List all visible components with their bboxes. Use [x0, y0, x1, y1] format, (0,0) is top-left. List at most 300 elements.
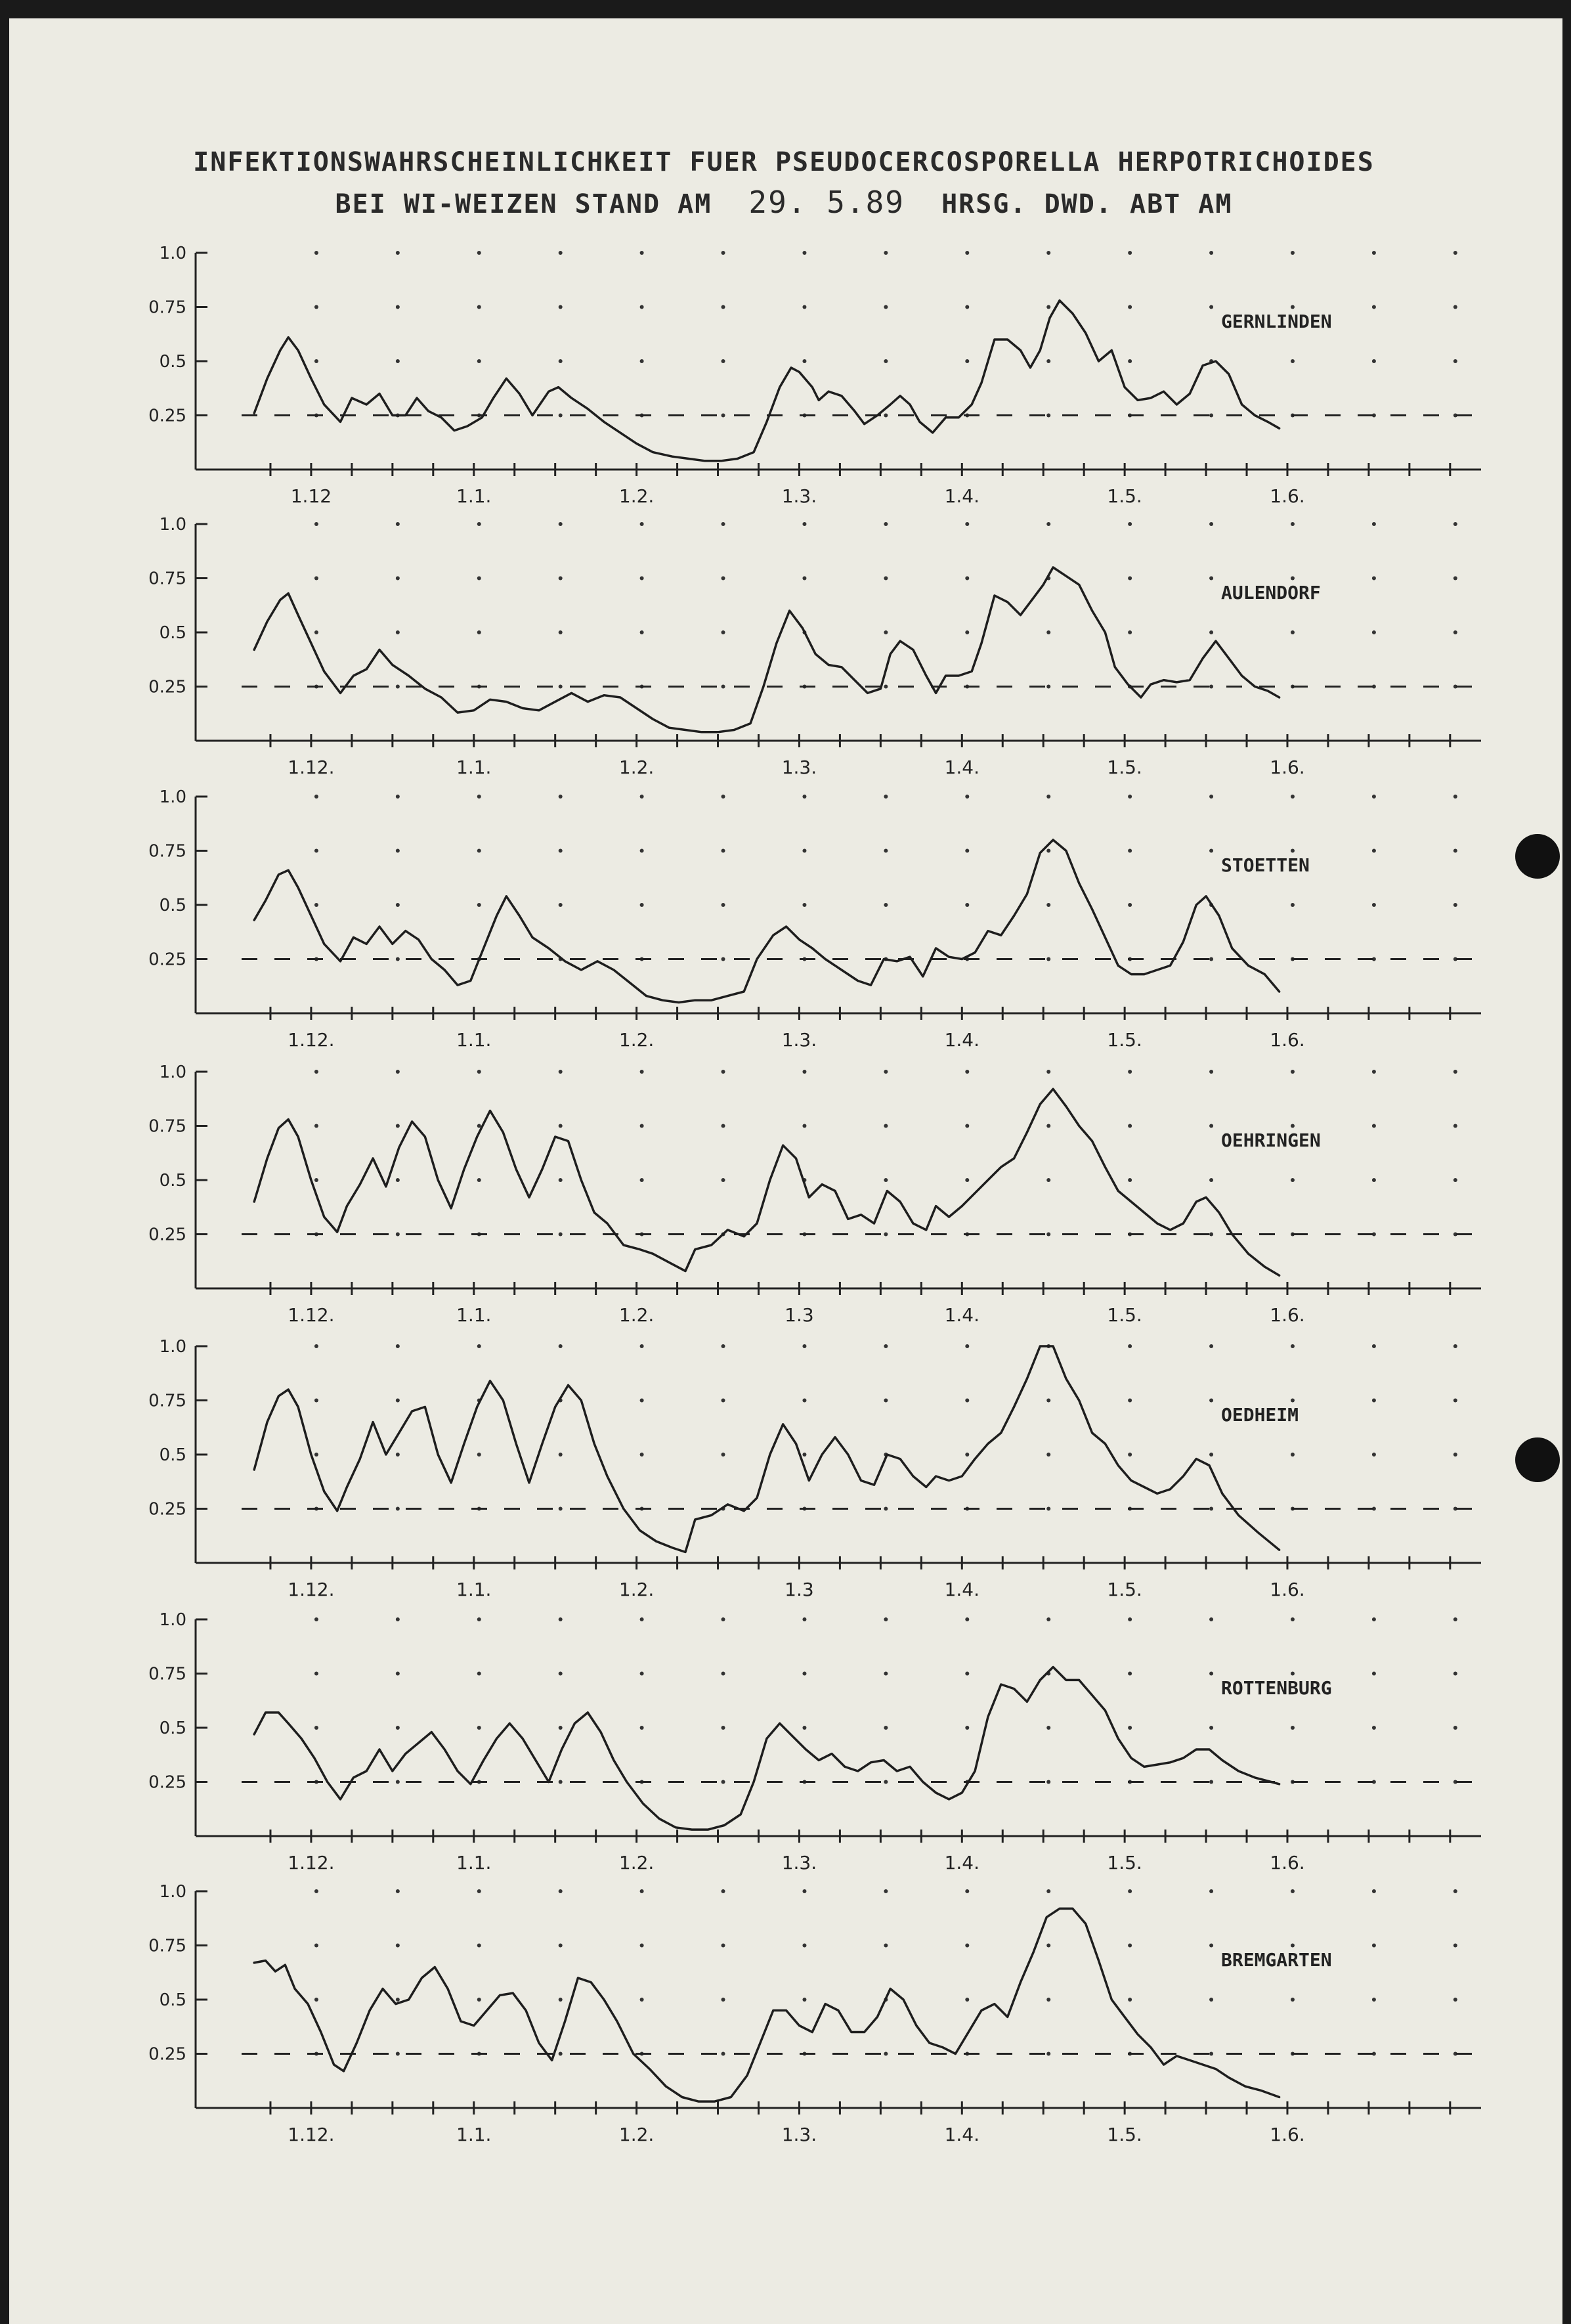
x-tick-label: 1.1.	[456, 1304, 492, 1326]
grid-dot	[802, 251, 806, 255]
grid-dot	[1209, 1178, 1213, 1182]
grid-dot	[1372, 1070, 1376, 1074]
grid-dot	[1046, 1944, 1050, 1948]
y-tick-label: 0.75	[148, 1116, 186, 1137]
grid-dot	[802, 849, 806, 853]
grid-dot	[559, 903, 563, 907]
grid-dot	[1209, 1233, 1213, 1237]
grid-dot	[640, 1178, 644, 1182]
grid-dot	[396, 630, 400, 634]
x-tick-label: 1.12.	[288, 2124, 335, 2145]
y-tick-label: 0.75	[148, 1936, 186, 1956]
grid-dot	[721, 1889, 725, 1893]
grid-dot	[802, 522, 806, 526]
x-tick-label: 1.1.	[456, 1852, 492, 1874]
grid-dot	[1453, 1617, 1457, 1621]
grid-dot	[802, 1672, 806, 1676]
x-tick-label: 1.1.	[456, 1029, 492, 1051]
grid-dot	[1372, 1617, 1376, 1621]
grid-dot	[314, 903, 318, 907]
grid-dot	[559, 522, 563, 526]
x-tick-label: 1.6.	[1270, 1304, 1305, 1326]
grid-dot	[477, 1124, 481, 1128]
x-tick-label: 1.3	[785, 1579, 814, 1600]
chart-title-line1: INFEKTIONSWAHRSCHEINLICHKEIT FUER PSEUDOCERCOSPORELLA HERPOTRICHOIDES	[193, 147, 1375, 177]
grid-dot	[1046, 305, 1050, 309]
grid-dot	[1209, 2052, 1213, 2056]
grid-dot	[1453, 522, 1457, 526]
x-tick-label: 1.4.	[944, 1852, 980, 1874]
grid-dot	[396, 903, 400, 907]
x-tick-label: 1.1.	[456, 756, 492, 778]
grid-dot	[1372, 1178, 1376, 1182]
panel-rottenburg	[148, 1610, 1481, 1874]
grid-dot	[396, 359, 400, 363]
grid-dot	[314, 1944, 318, 1948]
grid-dot	[802, 1889, 806, 1893]
chart-title-line2	[335, 185, 1233, 220]
grid-dot	[1291, 522, 1295, 526]
grid-dot	[802, 1070, 806, 1074]
grid-dot	[396, 1178, 400, 1182]
grid-dot	[1372, 305, 1376, 309]
grid-dot	[559, 685, 563, 689]
grid-dot	[1453, 1453, 1457, 1457]
grid-dot	[1291, 1672, 1295, 1676]
grid-dot	[884, 1780, 888, 1784]
grid-dot	[559, 1507, 563, 1511]
grid-dot	[1128, 305, 1132, 309]
grid-dot	[1046, 903, 1050, 907]
grid-dot	[721, 957, 725, 961]
grid-dot	[314, 630, 318, 634]
grid-dot	[965, 1070, 969, 1074]
grid-dot	[884, 849, 888, 853]
grid-dot	[884, 795, 888, 799]
title-date: 29. 5.89	[748, 185, 905, 220]
grid-dot	[1209, 1889, 1213, 1893]
y-tick-label: 0.25	[148, 1772, 186, 1793]
x-tick-label: 1.4.	[944, 1304, 980, 1326]
grid-dot	[1128, 522, 1132, 526]
x-tick-label: 1.1.	[456, 485, 492, 507]
grid-dot	[965, 1944, 969, 1948]
grid-dot	[884, 1178, 888, 1182]
x-tick-label: 1.2.	[618, 485, 655, 507]
title-block	[193, 147, 1375, 220]
grid-dot	[1046, 1124, 1050, 1128]
x-tick-label: 1.5.	[1107, 485, 1142, 507]
grid-dot	[396, 1889, 400, 1893]
grid-dot	[884, 2052, 888, 2056]
grid-dot	[1453, 1344, 1457, 1348]
grid-dot	[884, 1124, 888, 1128]
x-tick-label: 1.3.	[781, 1852, 817, 1874]
grid-dot	[1453, 1998, 1457, 2002]
x-tick-label: 1.5.	[1107, 2124, 1142, 2145]
x-tick-label: 1.6.	[1270, 2124, 1305, 2145]
grid-dot	[1291, 305, 1295, 309]
grid-dot	[884, 577, 888, 581]
grid-dot	[559, 1617, 563, 1621]
grid-dot	[1453, 1726, 1457, 1730]
grid-dot	[884, 251, 888, 255]
grid-dot	[1046, 1617, 1050, 1621]
grid-dot	[1046, 1726, 1050, 1730]
x-tick-label: 1.5.	[1107, 1304, 1142, 1326]
grid-dot	[884, 1726, 888, 1730]
grid-dot	[884, 414, 888, 418]
grid-dot	[884, 1233, 888, 1237]
grid-dot	[477, 1998, 481, 2002]
grid-dot	[640, 903, 644, 907]
y-tick-label: 0.25	[148, 2044, 186, 2065]
grid-dot	[559, 795, 563, 799]
grid-dot	[559, 630, 563, 634]
station-label: ROTTENBURG	[1221, 1677, 1332, 1699]
grid-dot	[1372, 1998, 1376, 2002]
grid-dot	[721, 1617, 725, 1621]
grid-dot	[1046, 1889, 1050, 1893]
grid-dot	[802, 577, 806, 581]
grid-dot	[965, 1672, 969, 1676]
series-line-stoetten	[254, 840, 1279, 1003]
grid-dot	[1291, 1178, 1295, 1182]
grid-dot	[1291, 359, 1295, 363]
grid-dot	[1453, 630, 1457, 634]
grid-dot	[640, 522, 644, 526]
grid-dot	[1372, 1399, 1376, 1403]
grid-dot	[314, 522, 318, 526]
grid-dot	[396, 1399, 400, 1403]
grid-dot	[1372, 359, 1376, 363]
grid-dot	[965, 1178, 969, 1182]
grid-dot	[1046, 1070, 1050, 1074]
grid-dot	[1046, 1998, 1050, 2002]
grid-dot	[477, 577, 481, 581]
grid-dot	[396, 522, 400, 526]
grid-dot	[396, 251, 400, 255]
grid-dot	[1291, 849, 1295, 853]
grid-dot	[965, 849, 969, 853]
grid-dot	[1209, 1944, 1213, 1948]
y-tick-label: 1.0	[159, 515, 186, 535]
grid-dot	[1453, 1178, 1457, 1182]
grid-dot	[477, 522, 481, 526]
grid-dot	[1372, 522, 1376, 526]
grid-dot	[1209, 1672, 1213, 1676]
grid-dot	[559, 1889, 563, 1893]
grid-dot	[477, 251, 481, 255]
series-line-rottenburg	[254, 1667, 1279, 1830]
grid-dot	[1128, 1889, 1132, 1893]
grid-dot	[721, 1998, 725, 2002]
y-tick-label: 0.75	[148, 841, 186, 862]
grid-dot	[721, 305, 725, 309]
grid-dot	[1209, 1998, 1213, 2002]
grid-dot	[314, 1070, 318, 1074]
grid-dot	[1372, 577, 1376, 581]
series-line-oedheim	[254, 1346, 1279, 1552]
x-tick-label: 1.3.	[781, 756, 817, 778]
grid-dot	[1209, 957, 1213, 961]
grid-dot	[640, 1672, 644, 1676]
grid-dot	[1128, 251, 1132, 255]
grid-dot	[1291, 903, 1295, 907]
grid-dot	[559, 1344, 563, 1348]
grid-dot	[884, 685, 888, 689]
grid-dot	[1209, 251, 1213, 255]
grid-dot	[802, 903, 806, 907]
grid-dot	[965, 522, 969, 526]
grid-dot	[1372, 1124, 1376, 1128]
grid-dot	[1291, 1617, 1295, 1621]
grid-dot	[640, 1070, 644, 1074]
grid-dot	[396, 2052, 400, 2056]
x-tick-label: 1.6.	[1270, 1579, 1305, 1600]
grid-dot	[1128, 1453, 1132, 1457]
grid-dot	[1291, 251, 1295, 255]
x-tick-label: 1.6.	[1270, 1029, 1305, 1051]
grid-dot	[1209, 1344, 1213, 1348]
grid-dot	[721, 1178, 725, 1182]
punch-hole-bottom	[1515, 1437, 1560, 1482]
x-tick-label: 1.6.	[1270, 485, 1305, 507]
x-tick-label: 1.3.	[781, 2124, 817, 2145]
grid-dot	[1209, 1124, 1213, 1128]
grid-dot	[1291, 1124, 1295, 1128]
y-tick-label: 0.5	[159, 352, 186, 372]
grid-dot	[1453, 903, 1457, 907]
grid-dot	[640, 1889, 644, 1893]
x-tick-label: 1.12.	[288, 756, 335, 778]
grid-dot	[1291, 1998, 1295, 2002]
grid-dot	[477, 1617, 481, 1621]
grid-dot	[396, 1233, 400, 1237]
grid-dot	[884, 903, 888, 907]
grid-dot	[1453, 1944, 1457, 1948]
grid-dot	[721, 1070, 725, 1074]
station-label: OEDHEIM	[1221, 1404, 1299, 1426]
grid-dot	[1209, 1453, 1213, 1457]
grid-dot	[477, 1889, 481, 1893]
grid-dot	[965, 305, 969, 309]
grid-dot	[1209, 1507, 1213, 1511]
grid-dot	[965, 1726, 969, 1730]
grid-dot	[477, 1672, 481, 1676]
grid-dot	[884, 1617, 888, 1621]
x-tick-label: 1.12	[290, 485, 332, 507]
grid-dot	[477, 305, 481, 309]
grid-dot	[884, 1672, 888, 1676]
grid-dot	[559, 1998, 563, 2002]
grid-dot	[559, 1233, 563, 1237]
grid-dot	[965, 1399, 969, 1403]
x-tick-label: 1.2.	[618, 1304, 655, 1326]
x-tick-label: 1.2.	[618, 756, 655, 778]
grid-dot	[965, 251, 969, 255]
panel-aulendorf	[148, 515, 1481, 778]
grid-dot	[477, 1726, 481, 1730]
grid-dot	[1453, 1124, 1457, 1128]
grid-dot	[314, 251, 318, 255]
grid-dot	[640, 795, 644, 799]
grid-dot	[477, 1944, 481, 1948]
grid-dot	[314, 305, 318, 309]
grid-dot	[314, 359, 318, 363]
grid-dot	[1128, 577, 1132, 581]
grid-dot	[559, 2052, 563, 2056]
grid-dot	[1046, 359, 1050, 363]
grid-dot	[1128, 1726, 1132, 1730]
grid-dot	[1209, 414, 1213, 418]
grid-dot	[559, 577, 563, 581]
grid-dot	[477, 1070, 481, 1074]
grid-dot	[640, 359, 644, 363]
grid-dot	[640, 1944, 644, 1948]
grid-dot	[559, 1780, 563, 1784]
grid-dot	[1128, 1617, 1132, 1621]
x-tick-label: 1.6.	[1270, 756, 1305, 778]
grid-dot	[314, 1726, 318, 1730]
grid-dot	[802, 1453, 806, 1457]
grid-dot	[802, 1944, 806, 1948]
grid-dot	[559, 1178, 563, 1182]
grid-dot	[1372, 849, 1376, 853]
grid-dot	[1291, 1889, 1295, 1893]
grid-dot	[559, 1944, 563, 1948]
y-tick-label: 0.75	[148, 297, 186, 318]
y-tick-label: 0.75	[148, 569, 186, 589]
x-tick-label: 1.2.	[618, 2124, 655, 2145]
grid-dot	[884, 522, 888, 526]
series-line-bremgarten	[254, 1908, 1279, 2101]
grid-dot	[559, 1124, 563, 1128]
grid-dot	[721, 251, 725, 255]
x-tick-label: 1.3.	[781, 485, 817, 507]
grid-dot	[640, 305, 644, 309]
grid-dot	[1046, 957, 1050, 961]
grid-dot	[314, 1672, 318, 1676]
station-label: GERNLINDEN	[1221, 311, 1332, 332]
grid-dot	[396, 1124, 400, 1128]
grid-dot	[1453, 1399, 1457, 1403]
grid-dot	[640, 849, 644, 853]
x-tick-label: 1.3.	[781, 1029, 817, 1051]
y-tick-label: 0.5	[159, 896, 186, 915]
y-tick-label: 0.25	[148, 406, 186, 426]
grid-dot	[559, 1726, 563, 1730]
y-tick-label: 1.0	[159, 244, 186, 263]
grid-dot	[1128, 849, 1132, 853]
grid-dot	[396, 795, 400, 799]
grid-dot	[1372, 1344, 1376, 1348]
x-tick-label: 1.2.	[618, 1029, 655, 1051]
grid-dot	[1372, 1453, 1376, 1457]
grid-dot	[965, 630, 969, 634]
x-tick-label: 1.2.	[618, 1579, 655, 1600]
y-tick-label: 0.5	[159, 1171, 186, 1191]
grid-dot	[1046, 251, 1050, 255]
x-tick-label: 1.5.	[1107, 1852, 1142, 1874]
y-tick-label: 0.5	[159, 1719, 186, 1738]
grid-dot	[314, 849, 318, 853]
grid-dot	[965, 903, 969, 907]
chart-figure	[9, 18, 1562, 2324]
grid-dot	[1209, 795, 1213, 799]
x-tick-label: 1.3	[785, 1304, 814, 1326]
panel-bremgarten	[148, 1882, 1481, 2145]
grid-dot	[396, 1780, 400, 1784]
grid-dot	[1046, 795, 1050, 799]
grid-dot	[884, 1344, 888, 1348]
grid-dot	[559, 414, 563, 418]
grid-dot	[721, 414, 725, 418]
panel-stoetten	[148, 787, 1481, 1051]
grid-dot	[802, 1344, 806, 1348]
grid-dot	[640, 577, 644, 581]
grid-dot	[1372, 795, 1376, 799]
x-tick-label: 1.6.	[1270, 1852, 1305, 1874]
grid-dot	[1453, 1889, 1457, 1893]
grid-dot	[314, 1998, 318, 2002]
grid-dot	[396, 305, 400, 309]
grid-dot	[1046, 1233, 1050, 1237]
grid-dot	[802, 795, 806, 799]
grid-dot	[314, 577, 318, 581]
x-tick-label: 1.12.	[288, 1304, 335, 1326]
grid-dot	[884, 1507, 888, 1511]
station-label: STOETTEN	[1221, 854, 1310, 876]
grid-dot	[477, 630, 481, 634]
grid-dot	[1128, 903, 1132, 907]
y-tick-label: 1.0	[159, 1610, 186, 1630]
grid-dot	[1046, 414, 1050, 418]
grid-dot	[1372, 630, 1376, 634]
grid-dot	[884, 1399, 888, 1403]
grid-dot	[396, 1344, 400, 1348]
grid-dot	[965, 1889, 969, 1893]
grid-dot	[314, 1617, 318, 1621]
grid-dot	[1128, 1124, 1132, 1128]
series-line-aulendorf	[254, 567, 1279, 732]
grid-dot	[396, 957, 400, 961]
grid-dot	[884, 1889, 888, 1893]
grid-dot	[1209, 1399, 1213, 1403]
series-line-gernlinden	[254, 301, 1279, 461]
x-tick-label: 1.1.	[456, 1579, 492, 1600]
grid-dot	[721, 1453, 725, 1457]
grid-dot	[721, 1726, 725, 1730]
y-tick-label: 0.5	[159, 1445, 186, 1465]
station-label: AULENDORF	[1221, 582, 1321, 603]
y-tick-label: 1.0	[159, 1337, 186, 1357]
y-tick-label: 0.25	[148, 677, 186, 697]
grid-dot	[884, 1070, 888, 1074]
grid-dot	[1046, 2052, 1050, 2056]
grid-dot	[1209, 1780, 1213, 1784]
grid-dot	[1209, 1617, 1213, 1621]
grid-dot	[1291, 1726, 1295, 1730]
y-tick-label: 0.5	[159, 623, 186, 643]
grid-dot	[1209, 1070, 1213, 1074]
grid-dot	[1291, 1399, 1295, 1403]
grid-dot	[559, 359, 563, 363]
grid-dot	[721, 522, 725, 526]
grid-dot	[1209, 522, 1213, 526]
grid-dot	[314, 795, 318, 799]
grid-dot	[1046, 849, 1050, 853]
